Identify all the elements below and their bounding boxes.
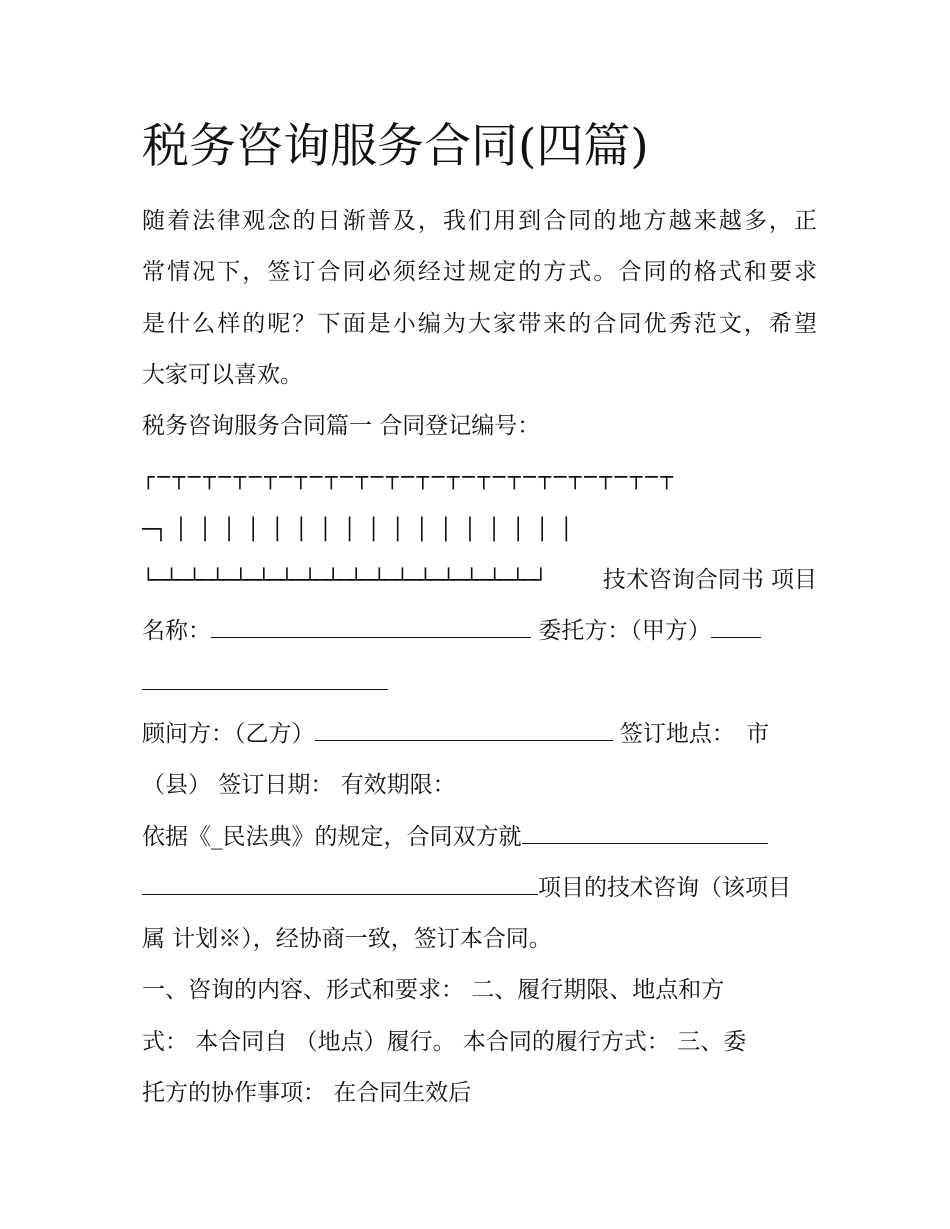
reg-grid-top [142, 452, 817, 503]
client-blank-cont [142, 669, 388, 690]
date-line [142, 760, 817, 811]
basis-line-2 [142, 863, 817, 914]
clauses-line-1: 一、咨询的内容、形式和要求： 二、履行期限、地点和方 [142, 977, 725, 1004]
reg-grid-cells: │ │ │ │ │ │ │ │ │ │ │ │ │ │ │ │ │ [174, 516, 573, 541]
basis-blank-2 [142, 874, 538, 895]
project-name-label: 名称： [142, 618, 211, 645]
intro-line-3: 是什么样的呢？下面是小编为大家带来的合同优秀范文，希望 [142, 310, 817, 337]
reg-grid-mid [142, 504, 817, 555]
sign-place-label: 签订地点： [619, 720, 735, 747]
sign-date-label: 签订日期： [218, 772, 334, 799]
contract-title: 技术咨询合同书 项目 [602, 567, 817, 594]
validity-label: 有效期限： [340, 772, 456, 799]
reg-grid-bottom-line [142, 555, 817, 606]
consultant-line [142, 709, 817, 760]
reg-grid-corner: ─┐ [142, 516, 168, 541]
project-name-line [142, 606, 817, 657]
basis-line-3: 属 计划※），经协商一致，签订本合同。 [142, 926, 552, 953]
basis-blank-1 [522, 823, 768, 844]
reg-grid-top-border: ┌─┬─┬─┬─┬─┬─┬─┬─┬─┬─┬─┬─┬─┬─┬─┬─┬─┬ [142, 465, 676, 490]
document-title: 税务咨询服务合同(四篇) [142, 119, 649, 174]
consultant-blank [315, 720, 613, 741]
client-blank [711, 617, 761, 638]
basis-line-1 [142, 812, 817, 863]
basis-mid: 项目的技术咨询（该项目 [538, 874, 791, 901]
client-label: 委托方：（甲方） [538, 618, 711, 645]
consultant-label: 顾问方：（乙方） [142, 720, 315, 747]
clauses-line-2: 式： 本合同自 （地点）履行。 本合同的履行方式： 三、委 [142, 1028, 747, 1055]
document-body [142, 196, 817, 1119]
county-label: （县） [142, 772, 211, 799]
client-blank-line [142, 658, 817, 709]
intro-line-2: 常情况下，签订合同必须经过规定的方式。合同的格式和要求 [142, 259, 817, 286]
city-label: 市 [746, 720, 770, 747]
intro-line-4: 大家可以喜欢。 [142, 361, 303, 388]
section1-heading: 税务咨询服务合同篇一 合同登记编号： [142, 413, 541, 440]
intro-line-1: 随着法律观念的日渐普及，我们用到合同的地方越来越多，正 [142, 208, 817, 234]
project-name-blank [211, 617, 531, 638]
basis-start: 依据《_民法典》的规定，合同双方就 [142, 823, 522, 850]
reg-grid-bottom-border: └─┴─┴─┴─┴─┴─┴─┴─┴─┴─┴─┴─┴─┴─┴─┴─┴─┘ [142, 568, 547, 593]
clauses-line-3: 托方的协作事项： 在合同生效后 [142, 1080, 472, 1107]
